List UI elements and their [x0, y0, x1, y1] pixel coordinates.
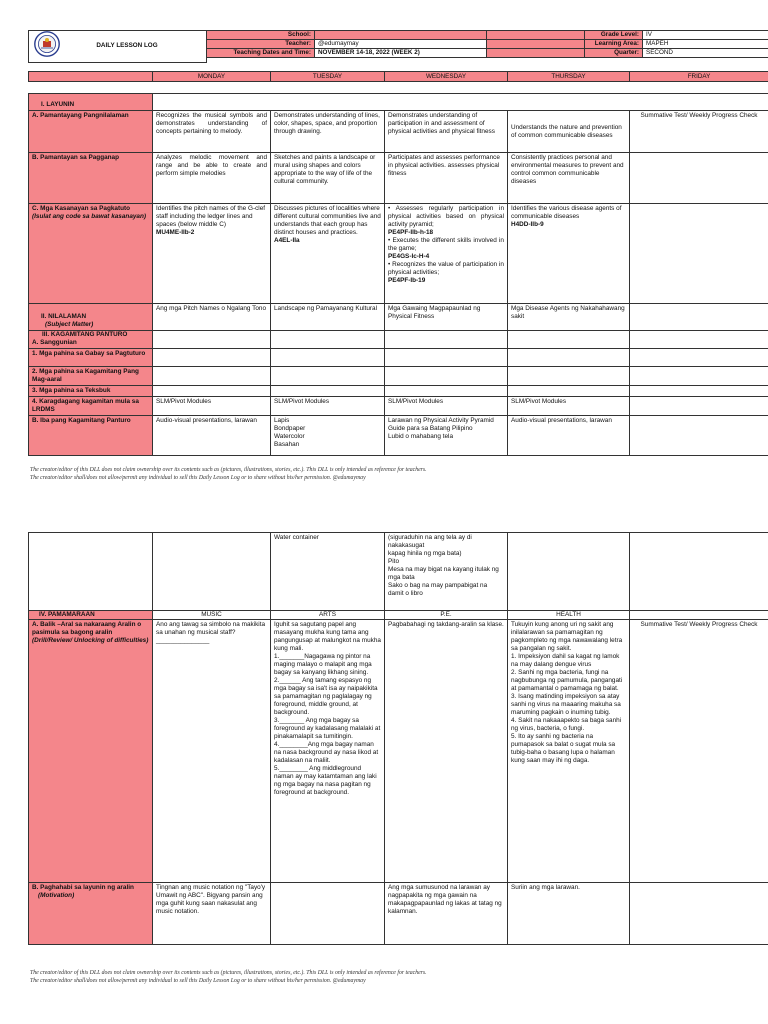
cell-blank	[153, 386, 271, 397]
spacer	[487, 31, 585, 40]
review-item: 2.______ Ang tamang espasyo ng mga bagay sa isa't isa ay naipakikita sa pamamagitan ng paglalagay ng foreground, middle ground, at background.	[274, 677, 378, 716]
grade-value: IV	[643, 31, 768, 40]
competency-code: MU4ME-IIb-2	[156, 229, 195, 236]
material-item: (siguraduhin na ang tela ay di nakakasugat	[388, 534, 472, 549]
footer-disclaimer	[30, 466, 427, 482]
cell-ii-thu: Mga Disease Agents ng Nakahahawang sakit	[508, 304, 630, 331]
title-cell	[29, 31, 207, 63]
layunin-blank	[153, 94, 768, 111]
review-item: 1. Impeksiyon dahil sa kagat ng lamok na may dalang dengue virus	[511, 653, 620, 668]
cell-c-tue	[271, 204, 385, 304]
answer-blank: _______________	[156, 637, 210, 644]
row-label-iv-a-sub: (Drill/Review/ Unlocking of difficulties)	[32, 637, 149, 644]
cell-blank	[271, 367, 385, 386]
row-label-iii-a: A. Sanggunian	[32, 339, 77, 346]
cell-c-wed	[385, 204, 508, 304]
header-table	[28, 30, 768, 63]
cell-ii-wed: Mga Gawaing Magpapaunlad ng Physical Fitness	[385, 304, 508, 331]
row-label-ii	[29, 304, 153, 331]
cell-ii-mon: Ang mga Pitch Names o Ngalang Tono	[153, 304, 271, 331]
cell-b-thu: Consistently practices personal and environmental measures to prevent and control common communicable diseases	[508, 153, 630, 204]
cell-4-thu: SLM/Pivot Modules	[508, 397, 630, 416]
day-wednesday: WEDNESDAY	[385, 72, 508, 82]
review-item: 3._______ Ang mga bagay sa foreground ay kadalasang malalaki at pinakamalapit sa tumitingin.	[274, 717, 381, 740]
row-label-iv-a	[29, 620, 153, 883]
cell-blank	[630, 533, 768, 611]
cell-blank	[508, 533, 630, 611]
cell-cont-wed	[385, 533, 508, 611]
teacher-value: @edumaymay	[315, 40, 487, 49]
cell-blank	[271, 331, 385, 349]
day-monday: MONDAY	[153, 72, 271, 82]
row-label-ii-title: II. NILALAMAN	[41, 313, 87, 320]
review-item: 5.________ Ang middleground naman ay may katamtaman ang laki ng mga bagay na nasa pagitan ng foreground at background.	[274, 765, 377, 796]
cell-c-mon	[153, 204, 271, 304]
cell-blank	[630, 883, 768, 945]
cell-ivb-thu: Suriin ang mga larawan.	[508, 883, 630, 945]
row-label-iii-b: B. Iba pang Kagamitang Panturo	[29, 416, 153, 456]
subject-health: HEALTH	[508, 611, 630, 620]
cell-a-fri: Summative Test/ Weekly Progress Check	[630, 111, 768, 153]
teacher-label: Teacher:	[207, 40, 315, 49]
school-label: School:	[207, 31, 315, 40]
review-item: Iguhit sa sagutang papel ang masayang mukha kung tama ang pangungusap at malungkot na mukha kung mali.	[274, 621, 381, 652]
cell-blank	[29, 533, 153, 611]
cell-blank	[630, 397, 768, 416]
footer-line-1: The creator/editor of this DLL does not claim ownership over its contents such as (pictures, illustrations, stories, etc.). This DLL is only intended as reference for teachers.	[30, 467, 427, 473]
cell-b-other-tue	[271, 416, 385, 456]
spacer	[487, 49, 585, 58]
subject-arts: ARTS	[271, 611, 385, 620]
row-label-iv-b-sub: (Motivation)	[38, 892, 75, 899]
area-label: Learning Area:	[585, 40, 643, 49]
footer-line-2: The creator/editor shall/does not allow/permit any individual to sell this Daily Lesson Log or to share without his/her permission. @edumaymay	[30, 978, 366, 984]
subject-pe: P.E.	[385, 611, 508, 620]
row-label-c-title: C. Mga Kasanayan sa Pagkatuto	[32, 205, 131, 212]
cell-iva-wed: Pagbabahagi ng takdang-aralin sa klase.	[385, 620, 508, 883]
competency-text: • Executes the different skills involved in the game;	[388, 237, 504, 252]
cell-blank	[508, 367, 630, 386]
cell-a-tue: Demonstrates understanding of lines, color, shapes, space, and proportion through drawing.	[271, 111, 385, 153]
cell-blank	[630, 611, 768, 620]
spacer	[207, 58, 768, 63]
row-label-iii-4: 4. Karagdagang kagamitan mula sa LRDMS	[29, 397, 153, 416]
cell-4-mon: SLM/Pivot Modules	[153, 397, 271, 416]
row-label-iii-3: 3. Mga pahina sa Teksbuk	[29, 386, 153, 397]
cell-blank	[630, 386, 768, 397]
spacer	[487, 40, 585, 49]
day-tuesday: TUESDAY	[271, 72, 385, 82]
cell-ivb-wed: Ang mga sumusunod na larawan ay nagpapakita ng mga gawain na makapagpapaunlad ng lakas at tatag ng kalamnan.	[385, 883, 508, 945]
cell-a-thu: Understands the nature and prevention of common communicable diseases	[508, 111, 630, 153]
cell-blank	[385, 367, 508, 386]
lesson-table-page1	[28, 93, 768, 456]
row-label-iv-b-title: B. Paghahabi sa layunin ng aralin	[32, 884, 134, 891]
competency-code: PE4GS-Ic-H-4	[388, 253, 430, 260]
cell-blank	[508, 331, 630, 349]
cell-b-tue: Sketches and paints a landscape or mural using shapes and colors appropriate to the way of life of the cultural community.	[271, 153, 385, 204]
row-label-ii-sub: (Subject Matter)	[45, 321, 94, 328]
cell-ivb-mon: Tingnan ang music notation ng "Tayo'y Umawit ng ABC". Bigyang pansin ang mga guhit kung saan nakasulat ang music notation.	[153, 883, 271, 945]
review-item: 2. Sanhi ng mga bacteria, fungi na nagbubunga ng pamumula, pangangati at pamamantal o pamamaga ng balat.	[511, 669, 623, 692]
cell-iva-thu	[508, 620, 630, 883]
row-label-c	[29, 204, 153, 304]
cell-blank	[153, 533, 271, 611]
cell-blank	[153, 349, 271, 367]
material-item: Pito	[388, 558, 400, 565]
dates-value: NOVEMBER 14-18, 2022 (WEEK 2)	[315, 49, 487, 58]
cell-4-wed: SLM/Pivot Modules	[385, 397, 508, 416]
cell-iva-mon	[153, 620, 271, 883]
row-label-b: B. Pamantayan sa Pagganap	[29, 153, 153, 204]
competency-code: H4DD-IIb-9	[511, 221, 544, 228]
footer-disclaimer	[30, 969, 427, 985]
cell-ii-tue: Landscape ng Pamayanang Kultural	[271, 304, 385, 331]
material-item: Mesa na may bigat na kayang itulak ng mga bata	[388, 566, 499, 581]
material-item: Larawan ng Physical Activity Pyramid Guide para sa Batang Pilipino	[388, 417, 494, 432]
competency-code: PE4PF-Ib-19	[388, 277, 426, 284]
days-header	[28, 71, 768, 82]
review-item: 5. Ito ay sanhi ng bacteria na pumapasok sa balat o sugat mula sa tubig-baha o basang lupa o halaman kung saan may ihi ng daga.	[511, 733, 616, 764]
cell-blank	[271, 386, 385, 397]
cell-b-mon: Analyzes melodic movement and range and be able to create and perform simple melodies	[153, 153, 271, 204]
page-title: DAILY LESSON LOG	[96, 42, 158, 50]
quarter-label: Quarter:	[585, 49, 643, 58]
dates-label: Teaching Dates and Time:	[207, 49, 315, 58]
cell-b-wed: Participates and assesses performance in physical activities. assesses physical fitness	[385, 153, 508, 204]
row-label-iii-title: III. KAGAMITANG PANTURO	[42, 331, 128, 338]
row-label-iv: IV. PAMAMARAAN	[29, 611, 153, 620]
layunin-heading: I. LAYUNIN	[29, 94, 153, 111]
area-value: MAPEH	[643, 40, 768, 49]
cell-iva-tue	[271, 620, 385, 883]
cell-blank	[630, 331, 768, 349]
row-label-iii-2: 2. Mga pahina sa Kagamitang Pang Mag-aaral	[29, 367, 153, 386]
review-item: 1._______Nagagawa ng pintor na maging malayo o malapit ang mga bagay sa kanyang likhang sining.	[274, 653, 372, 676]
row-label-iv-a-title: A. Balik –Aral sa nakaraang Aralin o pasimula sa bagong aralin	[32, 621, 142, 636]
cell-iva-fri: Summative Test/ Weekly Progress Check	[630, 620, 768, 883]
row-label-iii-1: 1. Mga pahina sa Gabay sa Pagtuturo	[29, 349, 153, 367]
competency-text: • Assesses regularly participation in physical activities based on physical activity pyramid;	[388, 205, 504, 228]
subject-music: MUSIC	[153, 611, 271, 620]
cell-b-other-wed	[385, 416, 508, 456]
row-label-iii	[29, 331, 153, 349]
cell-blank	[630, 367, 768, 386]
competency-text: Identifies the pitch names of the G-clef staff including the ledger lines and spaces (below middle C)	[156, 205, 266, 228]
cell-blank	[508, 386, 630, 397]
cell-ii-fri	[630, 304, 768, 331]
grade-label: Grade Level:	[585, 31, 643, 40]
cell-4-tue: SLM/Pivot Modules	[271, 397, 385, 416]
material-item: Basahan	[274, 441, 300, 448]
competency-text: Discusses pictures of localities where different cultural communities live and understands that each group has distinct houses and practices.	[274, 205, 381, 236]
review-item: 3. Isang matinding impeksiyon sa atay sanhi ng virus na maaaring makuha sa maruming pagkain o inuming tubig.	[511, 693, 621, 716]
footer-line-1: The creator/editor of this DLL does not claim ownership over its contents such as (pictures, illustrations, stories, etc.). This DLL is only intended as reference for teachers.	[30, 970, 427, 976]
footer-line-2: The creator/editor shall/does not allow/permit any individual to sell this Daily Lesson Log or to share without his/her permission. @edumaymay	[30, 475, 366, 481]
cell-blank	[153, 331, 271, 349]
review-item: 4.________Ang mga bagay naman na nasa background ay nasa likod at kadalasan na maliit.	[274, 741, 379, 764]
quarter-value: SECOND	[643, 49, 768, 58]
row-label-c-sub: (Isulat ang code sa bawat kasanayan)	[32, 213, 147, 220]
cell-blank	[153, 367, 271, 386]
cell-a-wed: Demonstrates understanding of participation in and assessment of physical activities and physical fitness	[385, 111, 508, 153]
cell-b-other-mon: Audio-visual presentations, larawan	[153, 416, 271, 456]
row-label-iv-b	[29, 883, 153, 945]
cell-blank	[385, 386, 508, 397]
material-item: Lubid o mahabang tela	[388, 433, 454, 440]
day-friday: FRIDAY	[630, 72, 768, 82]
cell-c-fri	[630, 204, 768, 304]
cell-blank	[385, 349, 508, 367]
cell-blank	[271, 883, 385, 945]
competency-code: A4EL-IIa	[274, 237, 300, 244]
review-question: Ano ang tawag sa simbolo na makikita sa unahan ng musical staff?	[156, 621, 266, 636]
material-item: Sako o bag na may pampabigat na damit o libro	[388, 582, 488, 597]
school-value	[315, 31, 487, 40]
review-item: Tukuyin kung anong uri ng sakit ang inilalarawan sa pamamagitan ng pagkompleto ng mga nawawalang letra sa pangalan ng sakit.	[511, 621, 623, 652]
cell-blank	[508, 349, 630, 367]
competency-code: PE4PF-IIb-h-18	[388, 229, 434, 236]
cell-blank	[385, 331, 508, 349]
competency-text: • Recognizes the value of participation in physical activities;	[388, 261, 504, 276]
cell-blank	[630, 416, 768, 456]
material-item: kapag hinila ng mga bata)	[388, 550, 462, 557]
cell-cont-tue: Water container	[271, 533, 385, 611]
material-item: Watercolor	[274, 433, 305, 440]
row-label-a: A. Pamantayang Pangnilalaman	[29, 111, 153, 153]
cell-blank	[630, 349, 768, 367]
cell-b-other-thu: Audio-visual presentations, larawan	[508, 416, 630, 456]
lesson-table-page2	[28, 532, 768, 945]
cell-b-fri	[630, 153, 768, 204]
cell-c-thu	[508, 204, 630, 304]
cell-blank	[271, 349, 385, 367]
cell-a-mon: Recognizes the musical symbols and demonstrates understanding of concepts pertaining to melody.	[153, 111, 271, 153]
day-blank	[29, 72, 153, 82]
material-item: Bondpaper	[274, 425, 306, 432]
competency-text: Identifies the various disease agents of communicable diseases	[511, 205, 622, 220]
review-item: 4. Sakit na nakaaapekto sa baga sanhi ng virus, bacteria, o fungi.	[511, 717, 622, 732]
day-thursday: THURSDAY	[508, 72, 630, 82]
material-item: Lapis	[274, 417, 290, 424]
